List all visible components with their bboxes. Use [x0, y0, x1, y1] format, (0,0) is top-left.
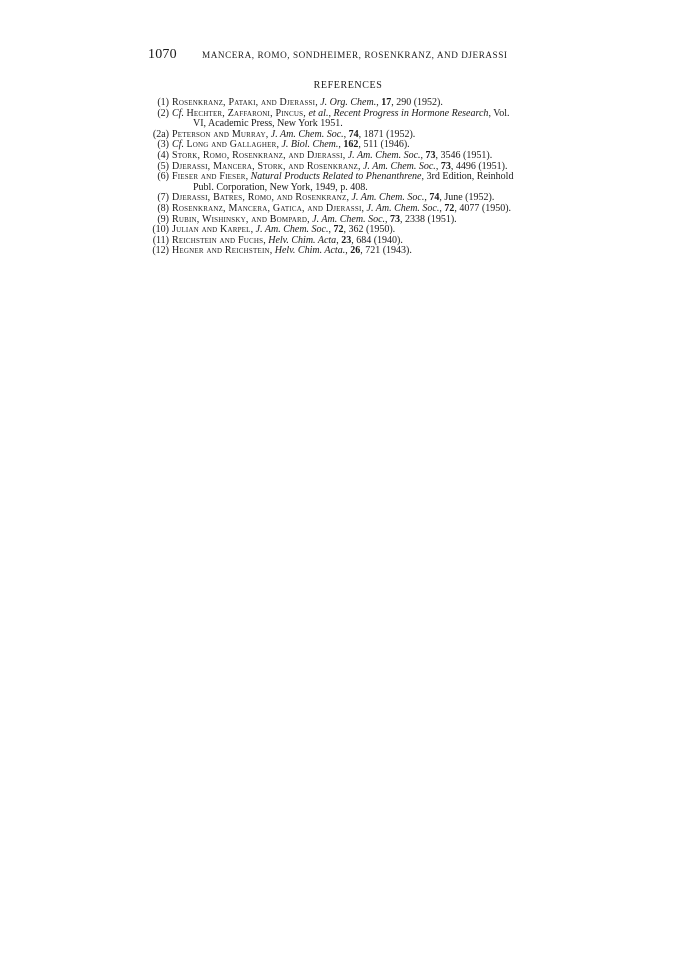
- reference-prefix: Cf.: [172, 139, 184, 151]
- reference-pages-year: 4077 (1950).: [459, 202, 512, 214]
- reference-continuation: Publ. Corporation, New York, 1949, p. 408.: [193, 181, 368, 193]
- reference-title: Natural Products Related to Phenanthrene: [250, 171, 422, 183]
- reference-authors: Reichstein and Fuchs: [172, 234, 264, 246]
- reference-title: Recent Progress in Hormone Research: [333, 107, 489, 119]
- reference-volume: 72: [444, 202, 455, 214]
- reference-authors: Rosenkranz, Mancera, Gatica, and Djerassi: [172, 202, 362, 214]
- reference-number: (12): [152, 245, 169, 257]
- reference-journal: Helv. Chim. Acta: [268, 234, 337, 246]
- reference-number: (5): [157, 160, 169, 172]
- reference-item: (4) Stork, Romo, Rosenkranz, and Djerassi, J. Am. Chem. Soc., 73, 3546 (1951).: [145, 151, 565, 162]
- reference-authors: Rubin, Wishinsky, and Bompard: [172, 213, 308, 225]
- reference-pages-year: 362 (1950).: [348, 224, 396, 236]
- reference-item: (1) Rosenkranz, Pataki, and Djerassi, J. Org. Chem., 17, 290 (1952).: [145, 98, 565, 109]
- reference-item: (10) Julian and Karpel, J. Am. Chem. Soc., 72, 362 (1950).: [145, 225, 565, 236]
- reference-volume: 74: [348, 128, 359, 140]
- reference-item: (6) Fieser and Fieser, Natural Products Related to Phenanthrene, 3rd Edition, Reinhold Publ. Corporation, New York, 1949, p. 408.: [145, 172, 565, 193]
- reference-journal: J. Am. Chem. Soc.: [362, 160, 436, 172]
- reference-pages-year: 290 (1952).: [396, 97, 443, 108]
- reference-journal: J. Am. Chem. Soc.: [366, 202, 440, 214]
- reference-item: (3) Cf. Long and Gallagher, J. Biol. Chem., 162, 511 (1946).: [145, 140, 565, 151]
- reference-item: (8) Rosenkranz, Mancera, Gatica, and Djerassi, J. Am. Chem. Soc., 72, 4077 (1950).: [145, 204, 565, 215]
- reference-authors: Rosenkranz, Pataki, and Djerassi: [172, 97, 316, 108]
- reference-authors: Hegner and Reichstein: [172, 245, 270, 257]
- reference-item: (7) Djerassi, Batres, Romo, and Rosenkranz, J. Am. Chem. Soc., 74, June (1952).: [145, 193, 565, 204]
- reference-authors: Fieser and Fieser: [172, 171, 246, 183]
- reference-authors: Stork, Romo, Rosenkranz, and Djerassi: [172, 149, 343, 161]
- reference-prefix: Cf.: [172, 107, 184, 119]
- reference-item: (9) Rubin, Wishinsky, and Bompard, J. Am. Chem. Soc., 73, 2338 (1951).: [145, 215, 565, 226]
- reference-authors: Hechter, Zaffaroni, Pincus,: [186, 107, 306, 119]
- reference-pages-year: 2338 (1951).: [405, 213, 457, 225]
- reference-authors: Julian and Karpel: [172, 224, 251, 236]
- reference-pages-year: 4496 (1951).: [455, 160, 508, 172]
- reference-rest: Vol.: [493, 107, 510, 119]
- reference-authors: Peterson and Murray: [172, 128, 266, 140]
- reference-volume: 74: [429, 192, 440, 204]
- reference-item: (2) Cf. Hechter, Zaffaroni, Pincus, et al., Recent Progress in Hormone Research, Vol. VI, Academic Press, New York 1951.: [145, 109, 565, 130]
- reference-number: (10): [152, 224, 169, 236]
- reference-authors: Long and Gallagher: [186, 139, 277, 151]
- reference-volume: 162: [343, 139, 359, 151]
- reference-item: (11) Reichstein and Fuchs, Helv. Chim. Acta, 23, 684 (1940).: [145, 236, 565, 247]
- reference-authors: Djerassi, Batres, Romo, and Rosenkranz: [172, 192, 347, 204]
- page-number: 1070: [148, 47, 177, 62]
- reference-etal: et al.: [308, 107, 329, 119]
- reference-number: (1): [157, 97, 169, 108]
- reference-pages-year: 1871 (1952).: [363, 128, 416, 140]
- reference-number: (8): [157, 202, 169, 214]
- reference-list: [145, 98, 565, 257]
- reference-journal: J. Biol. Chem.: [281, 139, 339, 151]
- reference-rest: 3rd Edition, Reinhold: [426, 171, 514, 183]
- reference-journal: J. Am. Chem. Soc.: [270, 128, 344, 140]
- reference-pages-year: 3546 (1951).: [440, 149, 493, 161]
- reference-number: (2): [157, 107, 169, 119]
- reference-pages-year: June (1952).: [444, 192, 495, 204]
- running-head: [148, 47, 568, 67]
- reference-journal: J. Am. Chem. Soc.: [347, 149, 421, 161]
- reference-pages-year: 684 (1940).: [356, 234, 403, 246]
- reference-number: (4): [157, 149, 169, 161]
- reference-item: (2a) Peterson and Murray, J. Am. Chem. Soc., 74, 1871 (1952).: [145, 130, 565, 141]
- reference-pages-year: 511 (1946).: [363, 139, 410, 151]
- reference-volume: 73: [440, 160, 451, 172]
- reference-journal: J. Org. Chem.: [320, 97, 377, 108]
- reference-number: (9): [157, 213, 169, 225]
- reference-volume: 23: [341, 234, 352, 246]
- reference-journal: J. Am. Chem. Soc.: [255, 224, 329, 236]
- reference-continuation: VI, Academic Press, New York 1951.: [193, 118, 343, 130]
- reference-number: (7): [157, 192, 169, 204]
- running-head-authors: MANCERA, ROMO, SONDHEIMER, ROSENKRANZ, AND DJERASSI: [202, 50, 508, 60]
- reference-volume: 17: [381, 97, 392, 108]
- reference-journal: J. Am. Chem. Soc.: [351, 192, 425, 204]
- reference-number: (6): [157, 171, 169, 183]
- reference-number: (3): [157, 139, 169, 151]
- reference-authors: Djerassi, Mancera, Stork, and Rosenkranz: [172, 160, 358, 172]
- reference-volume: 26: [350, 245, 361, 257]
- reference-number: (2a): [152, 128, 169, 140]
- reference-volume: 73: [425, 149, 436, 161]
- reference-pages-year: 721 (1943).: [365, 245, 412, 257]
- reference-journal: Helv. Chim. Acta.: [274, 245, 346, 257]
- reference-volume: 72: [333, 224, 344, 236]
- reference-item: (12) Hegner and Reichstein, Helv. Chim. Acta., 26, 721 (1943).: [145, 246, 565, 257]
- reference-volume: 73: [390, 213, 401, 225]
- reference-item: (5) Djerassi, Mancera, Stork, and Rosenkranz, J. Am. Chem. Soc., 73, 4496 (1951).: [145, 162, 565, 173]
- reference-journal: J. Am. Chem. Soc.: [312, 213, 386, 225]
- reference-number: (11): [152, 234, 169, 246]
- section-title: REFERENCES: [313, 80, 383, 91]
